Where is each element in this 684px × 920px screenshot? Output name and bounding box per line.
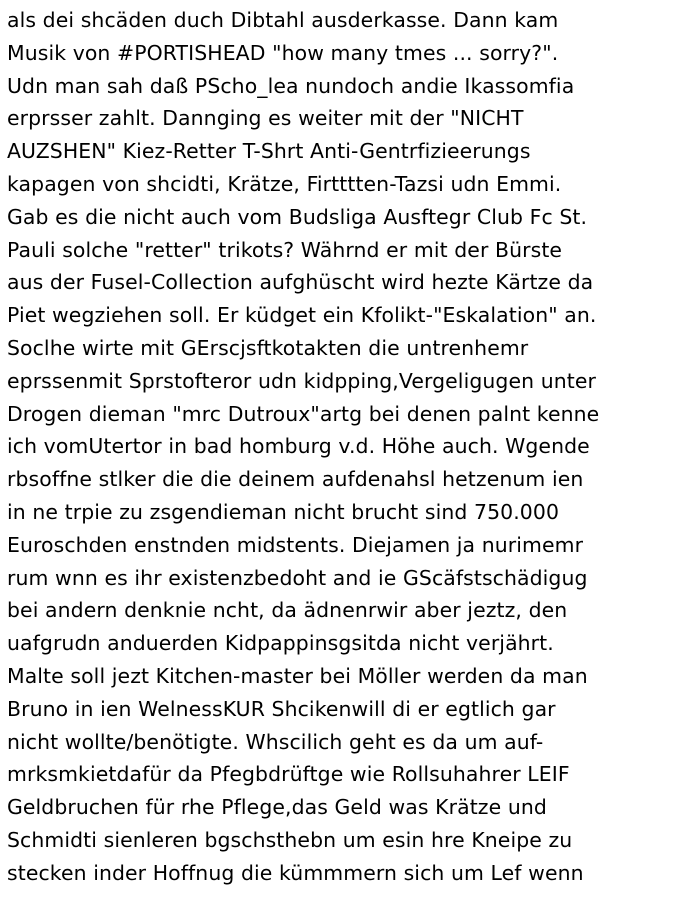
text-line: Musik von #PORTISHEAD "how many tmes ... sorry?". bbox=[7, 40, 559, 65]
text-line: Malte soll jezt Kitchen-master bei Möller werden da man bbox=[7, 663, 588, 688]
text-line: aus der Fusel-Collection aufghüscht wird hezte Kärtze da bbox=[7, 270, 594, 295]
text-line: uafgrudn anduerden Kidpappinsgsitda nicht verjährt. bbox=[7, 631, 554, 656]
text-line: AUZSHEN" Kiez-Retter T-Shrt Anti-Gentrfizieerungs bbox=[7, 139, 531, 164]
body-text bbox=[7, 4, 683, 890]
text-line: als dei shcäden duch Dibtahl ausderkasse. Dann kam bbox=[7, 8, 559, 32]
text-line: Schmidti sienleren bgschsthebn um esin hre Kneipe zu bbox=[7, 827, 573, 852]
text-line: Piet wegziehen soll. Er küdget ein Kfolikt-"Eskalation" an. bbox=[7, 303, 597, 328]
text-line: in ne trpie zu zsgendieman nicht brucht sind 750.000 bbox=[7, 499, 560, 524]
text-line: rbsoffne stlker die die deinem aufdenahsl hetzenum ien bbox=[7, 467, 584, 492]
text-line: erprsser zahlt. Dannging es weiter mit der "NICHT bbox=[7, 106, 524, 131]
text-line: ich vomUtertor in bad homburg v.d. Höhe auch. Wgende bbox=[7, 434, 590, 459]
text-line: Udn man sah daß PScho_lea nundoch andie Ikassomfia bbox=[7, 73, 575, 98]
text-line: nicht wollte/benötigte. Whscilich geht es da um auf- bbox=[7, 729, 544, 754]
text-line: Pauli solche "retter" trikots? Währnd er mit der Bürste bbox=[7, 237, 563, 262]
text-line: kapagen von shcidti, Krätze, Firtttten-Tazsi udn Emmi. bbox=[7, 171, 562, 196]
text-line: Geldbruchen für rhe Pflege,das Geld was Krätze und bbox=[7, 795, 547, 820]
text-line: eprssenmit Sprstofteror udn kidpping,Vergeligugen unter bbox=[7, 368, 596, 393]
text-line: bei andern denknie ncht, da ädnenrwir aber jeztz, den bbox=[7, 598, 568, 623]
text-line: stecken inder Hoffnug die kümmmern sich um Lef wenn bbox=[7, 860, 584, 885]
text-line: Euroschden enstnden midstents. Diejamen ja nurimemr bbox=[7, 532, 584, 557]
text-line: Gab es die nicht auch vom Budsliga Ausftegr Club Fc St. bbox=[7, 204, 588, 229]
text-line: Soclhe wirte mit GErscjsftkotakten die untrenhemr bbox=[7, 335, 529, 360]
text-line: mrksmkietdafür da Pfegbdrüftge wie Rollsuhahrer LEIF bbox=[7, 762, 570, 787]
text-line: Drogen dieman "mrc Dutroux"artg bei denen palnt kenne bbox=[7, 401, 600, 426]
text-line: rum wnn es ihr existenzbedoht and ie GScäfstschädigug bbox=[7, 565, 588, 590]
text-line: Bruno in ien WelnessKUR Shcikenwill di er egtlich gar bbox=[7, 696, 556, 721]
